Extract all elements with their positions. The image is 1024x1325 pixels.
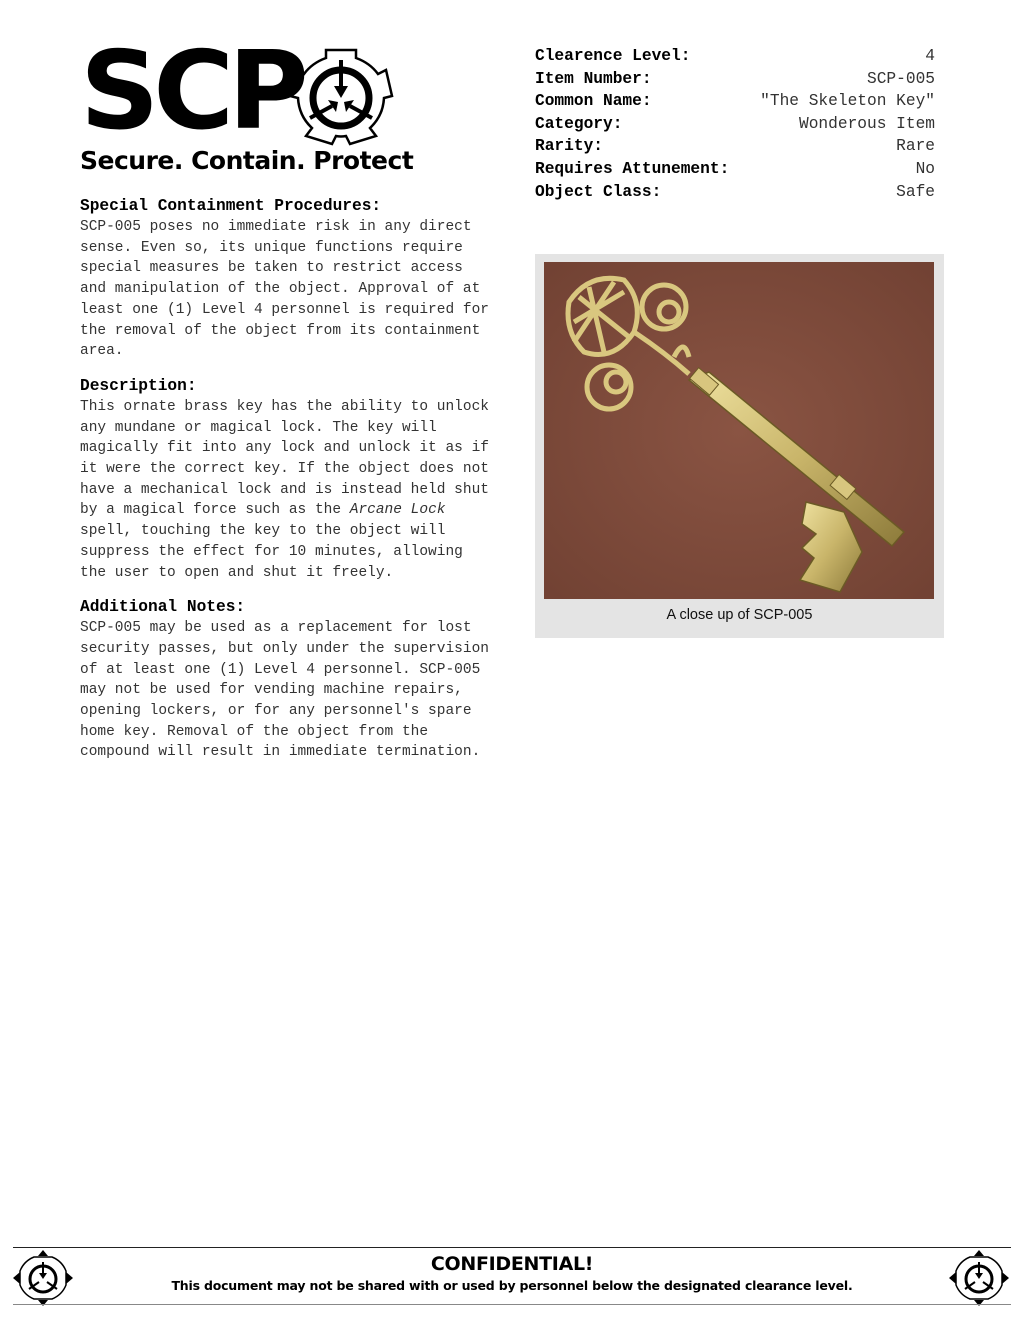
description-section	[80, 376, 490, 583]
meta-row-common-name	[535, 90, 935, 113]
footer-divider-bottom	[13, 1304, 1011, 1305]
section-heading: Special Containment Procedures:	[80, 197, 382, 215]
containment-section	[80, 196, 490, 362]
meta-label: Item Number:	[535, 69, 652, 88]
meta-label: Requires Attunement:	[535, 159, 730, 178]
section-heading: Additional Notes:	[80, 598, 246, 617]
meta-label: Clearence Level:	[535, 47, 691, 65]
meta-value: "The Skeleton Key"	[760, 92, 935, 111]
confidential-title: CONFIDENTIAL!	[430, 1253, 594, 1275]
section-body	[80, 397, 490, 583]
meta-row-clearance	[535, 45, 935, 68]
scp-emblem-icon	[948, 1249, 1010, 1307]
key-photo	[544, 262, 934, 599]
section-body: SCP-005 may be used as a replacement for lost security passes, but only under the supervision of at least one (1) Level 4 personnel. SCP-005 may not be used for vending machine repairs, opening lockers, or for any personnel's spare home key. Removal of the object from the compound will result in immediate termination.	[80, 620, 489, 761]
confidential-notice: This document may not be shared with or used by personnel below the designated clearance level.	[171, 1278, 853, 1293]
meta-row-item-number	[535, 68, 935, 91]
meta-row-category	[535, 113, 935, 136]
meta-value: SCP-005	[867, 69, 935, 88]
body-text: This ornate brass key has the ability to unlock any mundane or magical lock. The key will magically fit into any lock and unlock it as if it were the correct key. If the object does not have a mechanical lock and is instead held shut by a magical force such as the	[80, 398, 489, 519]
section-heading: Description:	[80, 376, 197, 395]
spell-name: Arcane Lock	[349, 502, 446, 519]
logo-wordmark: SCP	[80, 29, 303, 154]
skeleton-key-image	[544, 262, 934, 599]
meta-value: Wonderous Item	[799, 114, 935, 133]
meta-value: 4	[925, 47, 935, 65]
meta-label: Rarity:	[535, 137, 603, 156]
item-metadata-table	[535, 45, 935, 203]
logo-motto: Secure. Contain. Protect	[80, 146, 414, 175]
meta-label: Category:	[535, 114, 623, 133]
section-body: SCP-005 poses no immediate risk in any direct sense. Even so, its unique functions require special measures be taken to restrict access and manipulation of the object. Approval of at least one (1) Level 4 personnel is required for the removal of the object from its containment area.	[80, 219, 489, 360]
meta-value: Safe	[896, 182, 935, 201]
meta-label: Object Class:	[535, 182, 662, 201]
meta-row-object-class	[535, 181, 935, 204]
footer-divider-top	[13, 1247, 1011, 1248]
meta-row-rarity	[535, 135, 935, 158]
document-body	[80, 196, 490, 777]
meta-value: Rare	[896, 137, 935, 156]
scp-emblem-icon	[288, 46, 394, 146]
body-text: spell, touching the key to the object will suppress the effect for 10 minutes, allowing the user to open and shut it freely.	[80, 523, 463, 581]
meta-row-attunement	[535, 158, 935, 181]
key-figure	[535, 254, 944, 638]
notes-section	[80, 597, 490, 763]
figure-caption: A close up of SCP-005	[666, 607, 813, 623]
meta-label: Common Name:	[535, 92, 652, 111]
meta-value: No	[915, 159, 935, 178]
scp-logo	[80, 29, 414, 181]
